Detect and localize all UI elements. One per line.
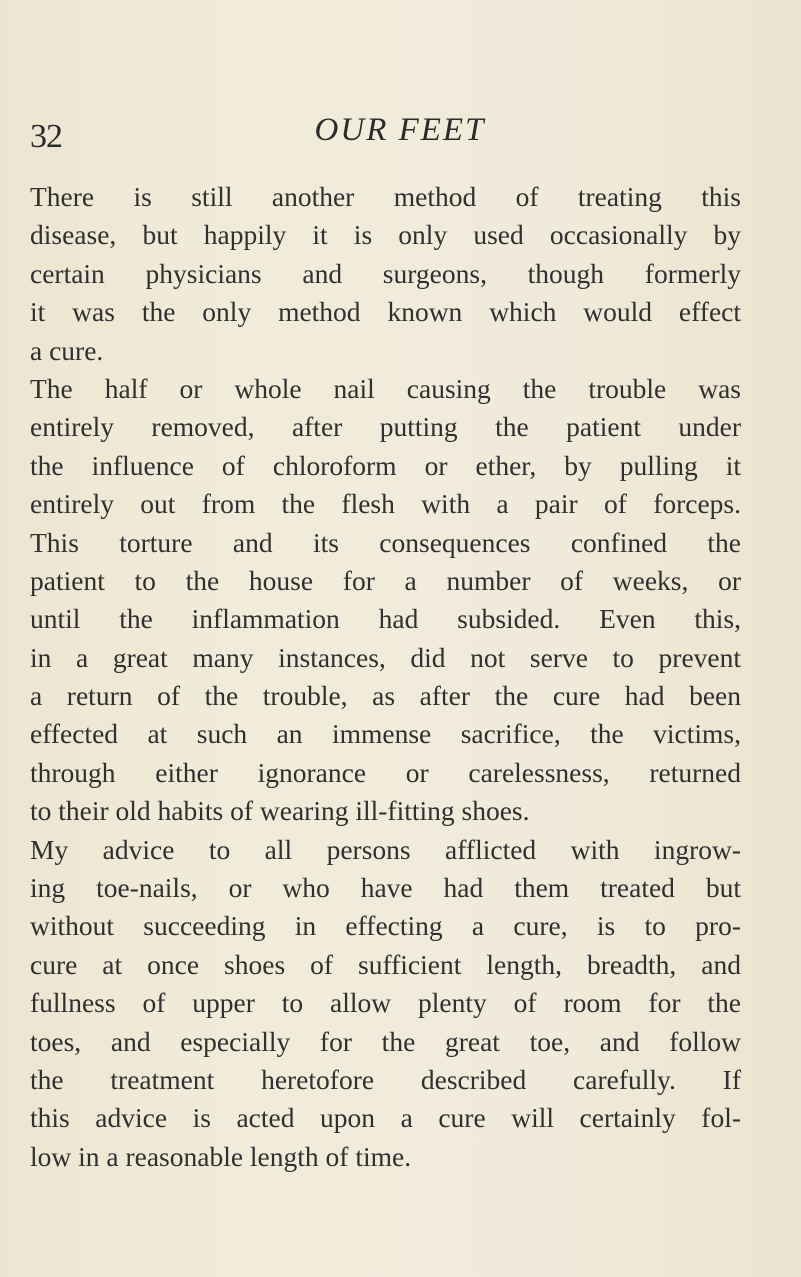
text-line: until the inflammation had subsided. Even this, bbox=[30, 603, 741, 635]
text-line: it was the only method known which would effect bbox=[30, 296, 741, 328]
text-line: without succeeding in effecting a cure, is to pro- bbox=[30, 910, 741, 942]
text-line: the treatment heretofore described carefully. If bbox=[30, 1063, 741, 1095]
text-line: entirely removed, after putting the patient under bbox=[30, 411, 741, 443]
text-line: a return of the trouble, as after the cure had been bbox=[30, 680, 741, 712]
text-line: low in a reasonable length of time. bbox=[30, 1140, 412, 1172]
text-line: ing toe-nails, or who have had them treated but bbox=[30, 872, 741, 904]
text-line: entirely out from the flesh with a pair of forceps. bbox=[30, 488, 741, 520]
text-line: cure at once shoes of sufficient length, breadth, and bbox=[30, 948, 741, 980]
text-line: fullness of upper to allow plenty of room for the bbox=[30, 987, 741, 1019]
text-line: the influence of chloroform or ether, by pulling it bbox=[30, 449, 741, 481]
body-text bbox=[30, 178, 741, 1176]
text-line: a cure. bbox=[30, 334, 104, 366]
text-line: The half or whole nail causing the trouble was bbox=[30, 372, 741, 404]
text-line: effected at such an immense sacrifice, the victims, bbox=[30, 718, 741, 750]
text-line: toes, and especially for the great toe, and follow bbox=[30, 1025, 741, 1057]
text-line: in a great many instances, did not serve to prevent bbox=[30, 641, 741, 673]
text-line: patient to the house for a number of weeks, or bbox=[30, 564, 741, 596]
text-line: There is still another method of treating this bbox=[30, 181, 741, 212]
text-line: through either ignorance or carelessness, returned bbox=[30, 756, 741, 788]
page-header bbox=[30, 112, 770, 162]
page-number: 32 bbox=[30, 118, 62, 155]
text-line: this advice is acted upon a cure will certainly fol- bbox=[30, 1102, 741, 1134]
text-line: This torture and its consequences confined the bbox=[30, 526, 741, 558]
text-line: certain physicians and surgeons, though formerly bbox=[30, 257, 741, 289]
text-line: to their old habits of wearing ill-fitting shoes. bbox=[30, 795, 530, 827]
text-line: disease, but happily it is only used occasionally by bbox=[30, 219, 741, 251]
text-line: My advice to all persons afflicted with ingrow- bbox=[30, 833, 741, 865]
running-head: OUR FEET bbox=[314, 112, 486, 148]
